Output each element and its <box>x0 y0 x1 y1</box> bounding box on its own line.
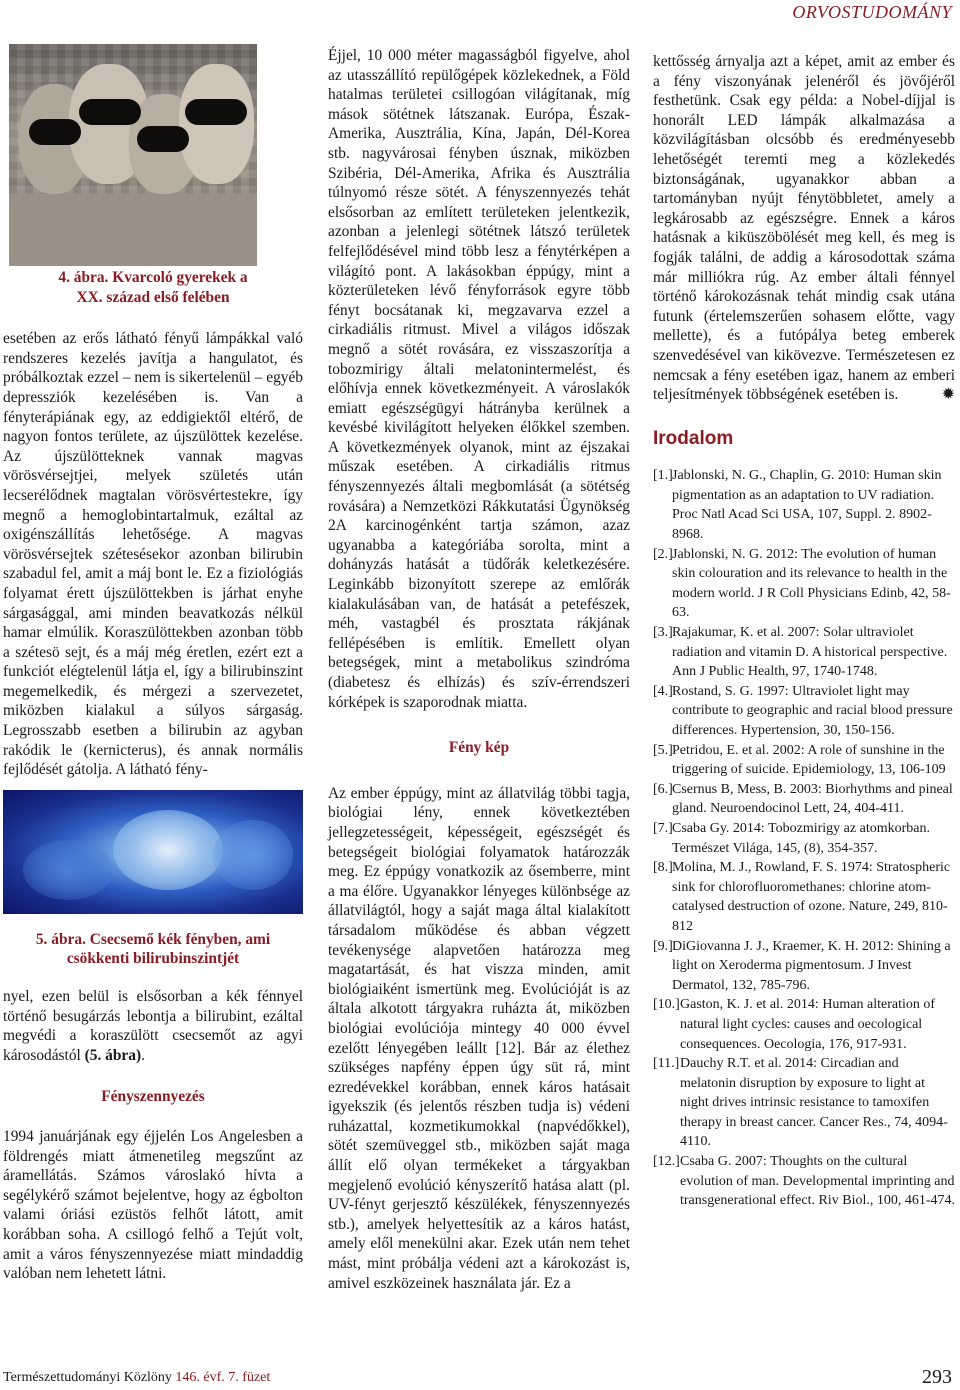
reference-text: Petridou, E. et al. 2002: A role of sunshine in the triggering of suicide. Epidemiology, 13, 106-109 <box>672 742 946 778</box>
reference-text: Csaba G. 2007: Thoughts on the cultural evolution of man. Developmental imprinting and transgenerational effect. Riv Biol., 100, 461-474. <box>680 1154 956 1209</box>
reference-item <box>653 623 955 682</box>
reference-item <box>653 682 955 741</box>
reference-number: [8.] <box>653 860 673 876</box>
figure-5-caption-line1: 5. ábra. Csecsemő kék fényben, ami <box>35 930 271 948</box>
paragraph <box>3 987 303 1065</box>
reference-number: [11.] <box>653 1056 680 1072</box>
column-middle <box>328 46 630 1293</box>
reference-text: Jablonski, N. G., Chaplin, G. 2010: Human skin pigmentation as an adaptation to UV radiation. Proc Natl Acad Sci USA, 107, Suppl. 2. 8902-8968. <box>672 468 942 543</box>
section-heading-feny-kep: Fény kép <box>448 739 510 757</box>
paragraph: 1994 januárjának egy éjjelén Los Angelesben a földrengés miatt átmenetileg megszűnt az áramellátás. Számos városlakó hívta a segélykérő számot bejelentve, hogy az égbolton valami óriási ezüstös felhőt látott, amit korábban soha. A csillogó felhő a Tejút volt, amit a város fényszennyezése miatt mindaddig valóban nem lehetett látni. <box>3 1128 303 1283</box>
reference-text: Rostand, S. G. 1997: Ultraviolet light may contribute to geographic and racial blood pressure differences. Hypertension, 30, 150-156. <box>672 683 953 738</box>
reference-text: Gaston, K. J. et al. 2014: Human alteration of natural light cycles: causes and oecological consequences. Oecologia, 176, 917-931. <box>680 997 936 1052</box>
reference-number: [2.] <box>653 546 673 562</box>
reference-text: Dauchy R.T. et al. 2014: Circadian and melatonin disruption by exposure to light at night drives intrinsic resistance to tamoxifen therapy in breast cancer. Cancer Res., 74, 4094-4110. <box>680 1056 948 1150</box>
reference-number: [4.] <box>653 683 673 699</box>
reference-item <box>653 1152 955 1211</box>
reference-item <box>653 466 955 544</box>
reference-number: [9.] <box>653 938 673 954</box>
figure-4-caption <box>3 268 303 307</box>
reference-item <box>653 858 955 936</box>
figure-4-caption-line2: XX. század első felében <box>76 288 230 306</box>
reference-text: Rajakumar, K. et al. 2007: Solar ultraviolet radiation and vitamin D. A historical perspective. Ann J Public Health, 97, 1740-1748. <box>672 625 948 680</box>
figure-5-caption-line2: csökkenti bilirubinszintjét <box>66 950 240 968</box>
reference-text: Csaba Gy. 2014: Tobozmirigy az atomkorban. Természet Világa, 145, (8), 354-357. <box>672 820 930 856</box>
reference-item <box>653 995 955 1054</box>
paragraph: Az ember éppúgy, mint az állatvilág többi tagja, biológiai lény, ennek következtében jellegzetességeit, képességeit, egészségét és betegségeit biológiai folyamatok határozzák meg. Ez éppúgy vonatkozik az ősemberre, mint a ma élőre. Ugyanakkor lényeges különbsége az állatvilágtól, hogy a saját maga által kialakított társadalom működése és abban végzett tevékenysége alapvetően határozza meg magatartását, és hat viszza minden, amit biológiaiként ismertünk meg. Evolúcióját is az általa alkotott tárgyakra ruházta át, miközben biológiai evolúciója mintegy 40 000 évvel ezelőtt lényegében leállt [12]. Bár az élethez szükséges napfény éppen úgy süt rá, mint ezredévekkel korábban, ennek káros hatásait igyekszik (és jelentős részben tudja is) védeni ruházattal, kozmetikumokkal (napvédőkkel), sötét szemüveggel stb., miközben saját maga állít elő olyan termékeket a tárgyakban megjelenő evolúció kényszerítő hatása alatt (pl. UV-fényt gerjesztő készülékek, fényszennyezés stb.), amelyek helyettesítik az a káros hatást, amely elől menekülni akar. Ezek után nem tehet mást, mint próbálja védeni azt a károkozást is, amivel eszközeinek használata jár. Ez a <box>328 784 630 1292</box>
figure-4-photo <box>9 44 257 266</box>
page-number: 293 <box>922 1366 952 1388</box>
paragraph-text: . <box>141 1046 145 1064</box>
column-right <box>653 52 955 1211</box>
end-mark-icon: ✹ <box>941 386 955 404</box>
reference-number: [1.] <box>653 468 673 484</box>
reference-text: Molina, M. J., Rowland, F. S. 1974: Stratospheric sink for chlorofluoromethanes: chlorine atom-catalysed destruction of ozone. Nature, 249, 810-812 <box>672 860 951 934</box>
reference-item <box>653 937 955 996</box>
footer-issue: 146. évf. 7. füzet <box>175 1370 271 1385</box>
reference-number: [12.] <box>653 1154 680 1170</box>
paragraph-text: nyel, ezen belül is elsősorban a kék fénnyel történő besugárzás lebontja a bilirubint, ezáltal megvédi a koraszülött csecsemőt az agyi károsodástól <box>3 988 303 1064</box>
reference-list <box>653 466 955 1211</box>
reference-item <box>653 780 955 819</box>
column-left <box>3 44 303 1284</box>
figure-reference: (5. ábra) <box>84 1046 142 1064</box>
reference-number: [7.] <box>653 820 673 836</box>
paragraph: Éjjel, 10 000 méter magasságból figyelve, ahol az utasszállító repülőgépek közlekednek, a Föld hatalmas területei csillogóan világítanak, míg mások sötétnek látszanak. Európa, Észak-Amerika, Ausztrália, Kína, Japán, Dél-Korea stb. nagyvárosai fényben úsznak, miközben Szibéria, Dél-Amerika, Afrika és Ausztrália túlnyomó része sötét. A fényszennyezés tehát elsősorban az említett területeken jelentkezik, azonban a jelenlegi sötétnek látszó területek felfejlődésével mind több lesz a fénytérképen a világító pont. A lakásokban éppúgy, mint a közterületeken lévő fényforrások egyre több fényt bocsátanak ki, megzavarva ezzel a cirkadiális ritmust. Mivel a világos időszak megnő a sötét rovására, ez visszaszorítja a tobozmirigy általi melatonintermelést, és előhívja ennek következményeit. A városlakók emiatt egészségügyi hátrányba kerülnek a kevésbé kivilágított helyeken élőkkel szemben. A következmények olyanok, mint az éjszakai műszak esetében. A cirkadiális ritmus fényszennyezés általi megbomlását (a sötétség rovására) a Nemzetközi Rákkutatási Ügynökség 2A karcinogénként tartja számon, azaz ugyanabba a kategóriába sorolta, mint a dohányzás hatását a tüdőrák keletkezésére. Leginkább bizonyított szerepe az emlőrák kialakulásában van, de hatását a petefészek, méh, vastagbél és prosztata rákjának fellépésében is említik. Emellett olyan betegségek, mint a metabolikus szindróma (diabetesz és elhízás) és szív-érrendszeri kórképek is szaporodnak miatta. <box>328 47 630 711</box>
reference-text: Csernus B, Mess, B. 2003: Biorhythms and pineal gland. Neuroendocinol Lett, 24, 404-411. <box>672 781 953 817</box>
section-header: ORVOSTUDOMÁNY <box>792 2 952 22</box>
reference-item <box>653 819 955 858</box>
reference-text: Jablonski, N. G. 2012: The evolution of human skin colouration and its relevance to health in the modern world. J R Coll Physicians Edinb, 42, 58-63. <box>672 546 951 621</box>
footer-journal <box>3 1370 270 1386</box>
reference-number: [10.] <box>653 997 680 1013</box>
section-heading-irodalom: Irodalom <box>653 427 734 449</box>
paragraph-text: kettősség árnyalja azt a képet, amit az ember és a fény viszonyának jelenéről és jövőjéről festhetünk. Csak egy példa: a Nobel-díjjal is honorált LED lámpák alkalmazása a közvilágításban olcsóbb és eredményesebb lehetőségét teremti meg a közlekedés biztonságának, ugyanakkor abban a tartományban nyújt fénytöbbletet, amely a legkárosabb az egészségre. Ennek a káros hatásnak a kiküszöbölését meg kell, és meg is fogják találni, de addig a károsodottak száma már milliókra rúg. Az ember általi fénnyel történő károkozásnak tehát mindig csak utána futunk (értelemszerűen sohasem előtte, vagy mellette), és a futópálya beteg emberek szenvedésével van kikövezve. Természetesen ez nemcsak a fény esetében igaz, hanem az emberi teljesítmények többségének esetében is. <box>653 53 955 404</box>
figure-5-caption <box>3 930 303 969</box>
reference-number: [3.] <box>653 625 673 641</box>
figure-4-caption-line1: 4. ábra. Kvarcoló gyerekek a <box>58 269 248 286</box>
reference-text: DiGiovanna J. J., Kraemer, K. H. 2012: Shining a light on Xeroderma pigmentosum. J Invest Dermatol, 132, 785-796. <box>672 938 951 993</box>
paragraph <box>653 52 955 405</box>
figure-5-photo <box>3 790 303 914</box>
reference-number: [5.] <box>653 742 673 758</box>
reference-number: [6.] <box>653 781 673 797</box>
section-heading-fenyszennyezes: Fényszennyezés <box>101 1088 205 1106</box>
reference-item <box>653 545 955 623</box>
reference-item <box>653 1054 955 1152</box>
reference-item <box>653 741 955 780</box>
paragraph: esetében az erős látható fényű lámpákkal való rendszeres kezelés javítja a hangulatot, és próbálkoztak ezzel – nem is sikertelenül – egyéb depressziók kezelésében is. Van a fényterápiának egy, az eddigiektől eltérő, de nagyon fontos területe, az újszülöttek kezelése. Az újszülötteknek vannak magvas vörösvérsejtjei, melyek születés után lecserélődnek magtalan vörösvértestekre, így megnő a hemoglobintartalmuk, ezáltal az oxigénszállítás lehetősége. A magvas vörösvérsejtek szétesésekor azonban bilirubin szabadul fel, amit a máj bont le. Ez a fiziológiás folyamat érett újszülöttekben is járhat enyhe sárgasággal, ami minden beavatkozás nélkül hamar elmúlik. Koraszülöttekben azonban több a szétesö sejt, és a máj még éretlen, ezért ezt a funkciót elégtelenül látja el, így a bilirubinszint megemelkedik, és mérgezi a szervezetet, miközben kialakul a súlyos sárgaság. Legrosszabb esetben a bilirubin az agyban rakódik le (kernicterus), és annak normális fejlődését gátolja. A látható fény- <box>3 330 303 779</box>
footer-journal-name: Természettudományi Közlöny <box>3 1370 176 1385</box>
